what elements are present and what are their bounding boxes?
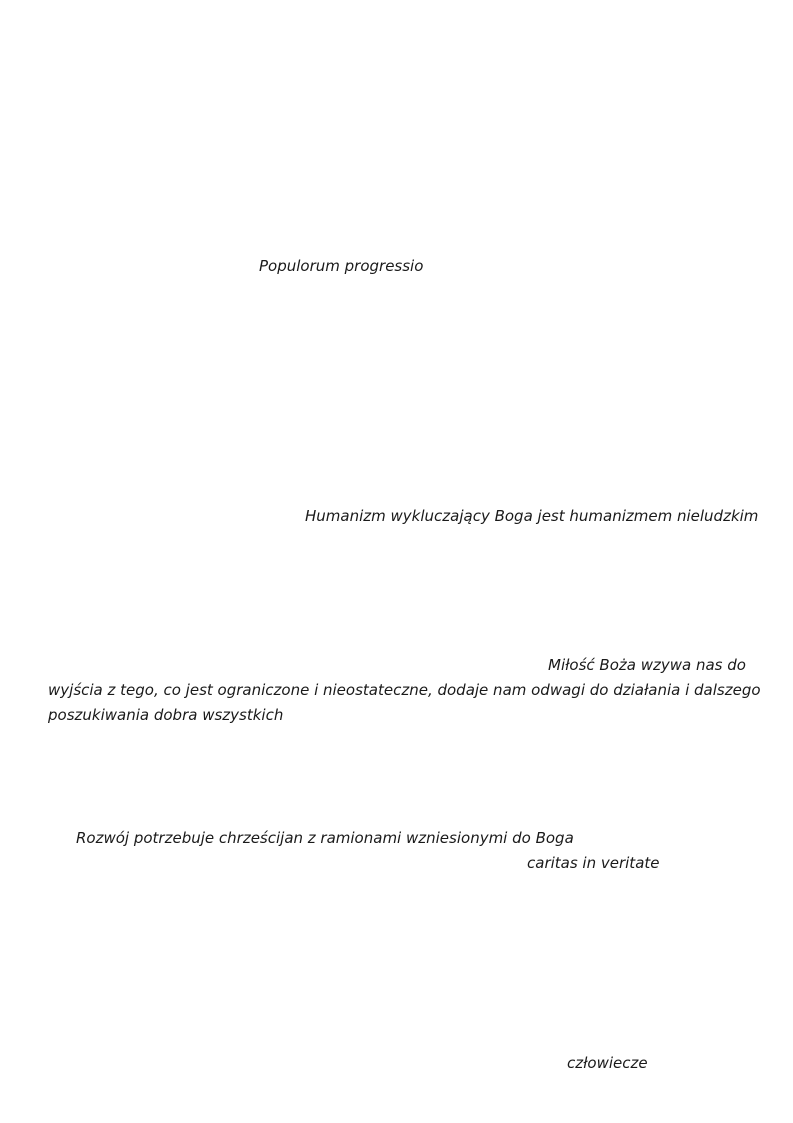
text-rozwoj: Rozwój potrzebuje chrześcijan z ramionami wzniesionymi do Boga	[76, 829, 574, 847]
text-line: poszukiwania dobra wszystkich	[48, 706, 284, 724]
text-czlowiecze: człowiecze	[567, 1054, 648, 1072]
text-line: wyjścia z tego, co jest ograniczone i nieostateczne, dodaje nam odwagi do działania i dalszego	[48, 681, 761, 699]
text-populorum-progressio: Populorum progressio	[259, 257, 424, 275]
text-caritas-in-veritate: caritas in veritate	[527, 854, 660, 872]
text-line: Miłość Boża wzywa nas do	[548, 656, 746, 674]
text-humanizm: Humanizm wykluczający Boga jest humanizmem nieludzkim	[305, 507, 759, 525]
text-block-milosc	[48, 653, 761, 728]
